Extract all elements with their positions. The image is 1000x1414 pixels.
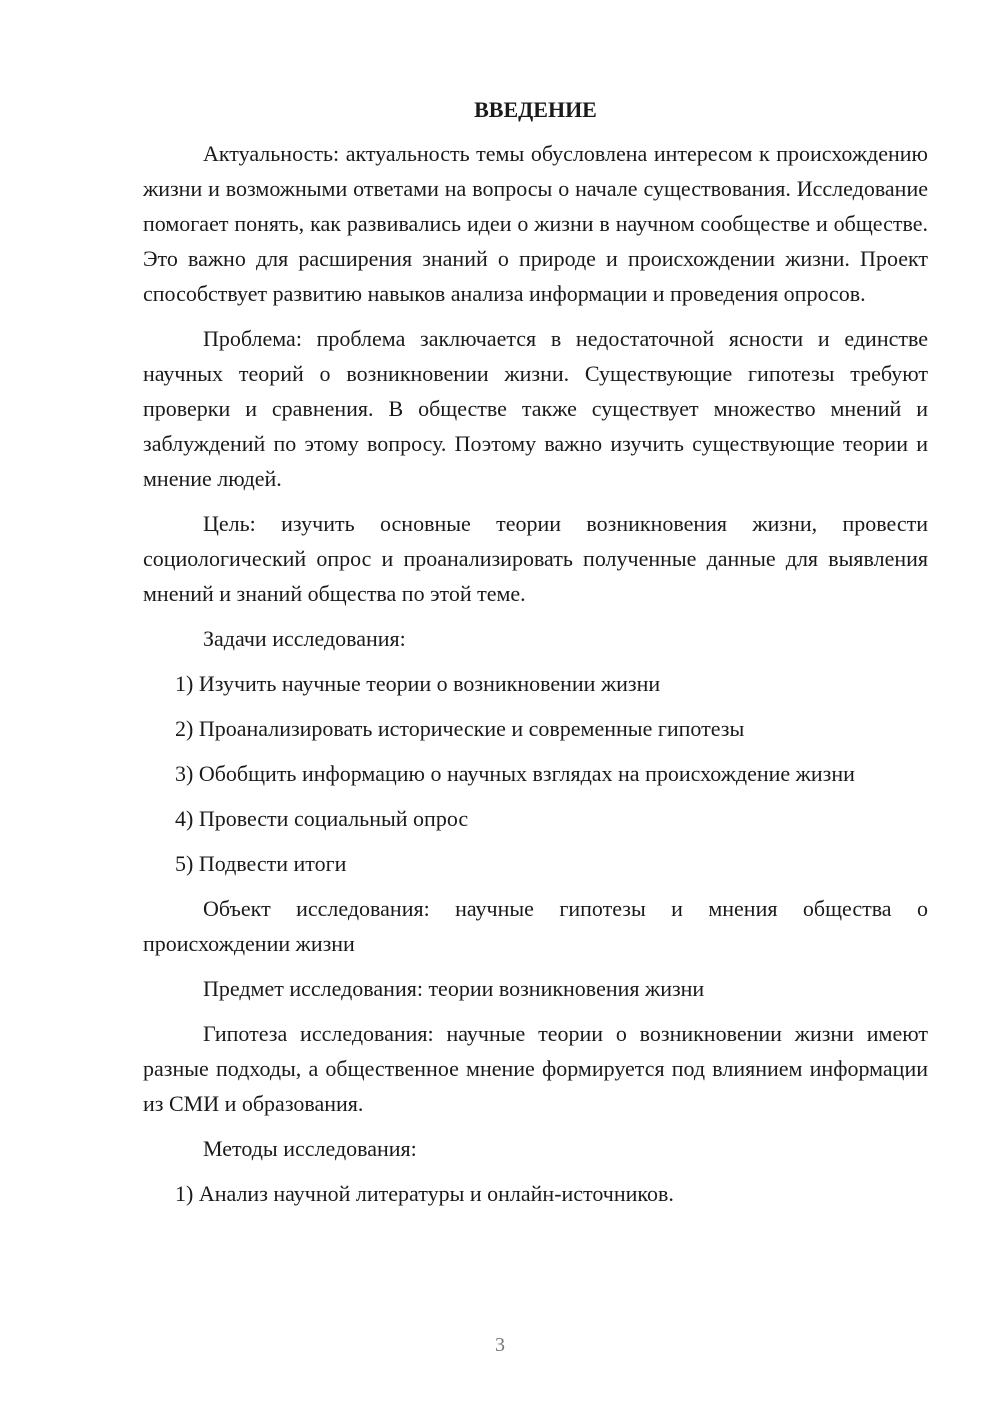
task-item-5: 5) Подвести итоги — [175, 851, 347, 876]
page-number: 3 — [495, 1334, 505, 1356]
relevance-paragraph: Актуальность: актуальность темы обусловлена интересом к происхождению жизни и возможными ответами на вопросы о начале существования. Исследование помогает понять, как развивались идеи о жизни в научном сообществе и обществе. Это важно для расширения знаний о природе и происхождении жизни. Проект способствует развитию навыков анализа информации и проведения опросов. — [143, 141, 928, 306]
object-paragraph: Объект исследования: научные гипотезы и мнения общества о происхождении жизни — [143, 896, 928, 956]
hypothesis-paragraph: Гипотеза исследования: научные теории о возникновении жизни имеют разные подходы, а общественное мнение формируется под влиянием информации из СМИ и образования. — [143, 1021, 928, 1116]
subject-paragraph: Предмет исследования: теории возникновения жизни — [203, 976, 705, 1001]
document-page — [143, 94, 928, 1221]
tasks-label: Задачи исследования: — [203, 626, 406, 651]
section-title: ВВЕДЕНИЕ — [474, 97, 597, 122]
methods-label: Методы исследования: — [203, 1136, 417, 1161]
task-item-3: 3) Обобщить информацию о научных взглядах на происхождение жизни — [175, 761, 855, 786]
task-item-2: 2) Проанализировать исторические и современные гипотезы — [175, 716, 745, 741]
method-item-1: 1) Анализ научной литературы и онлайн-источников. — [175, 1181, 674, 1206]
task-item-4: 4) Провести социальный опрос — [175, 806, 469, 831]
task-item-1: 1) Изучить научные теории о возникновении жизни — [175, 671, 661, 696]
goal-paragraph: Цель: изучить основные теории возникновения жизни, провести социологический опрос и проанализировать полученные данные для выявления мнений и знаний общества по этой теме. — [143, 511, 928, 606]
problem-paragraph: Проблема: проблема заключается в недостаточной ясности и единстве научных теорий о возникновении жизни. Существующие гипотезы требуют проверки и сравнения. В обществе также существует множество мнений и заблуждений по этому вопросу. Поэтому важно изучить существующие теории и мнение людей. — [143, 326, 928, 491]
